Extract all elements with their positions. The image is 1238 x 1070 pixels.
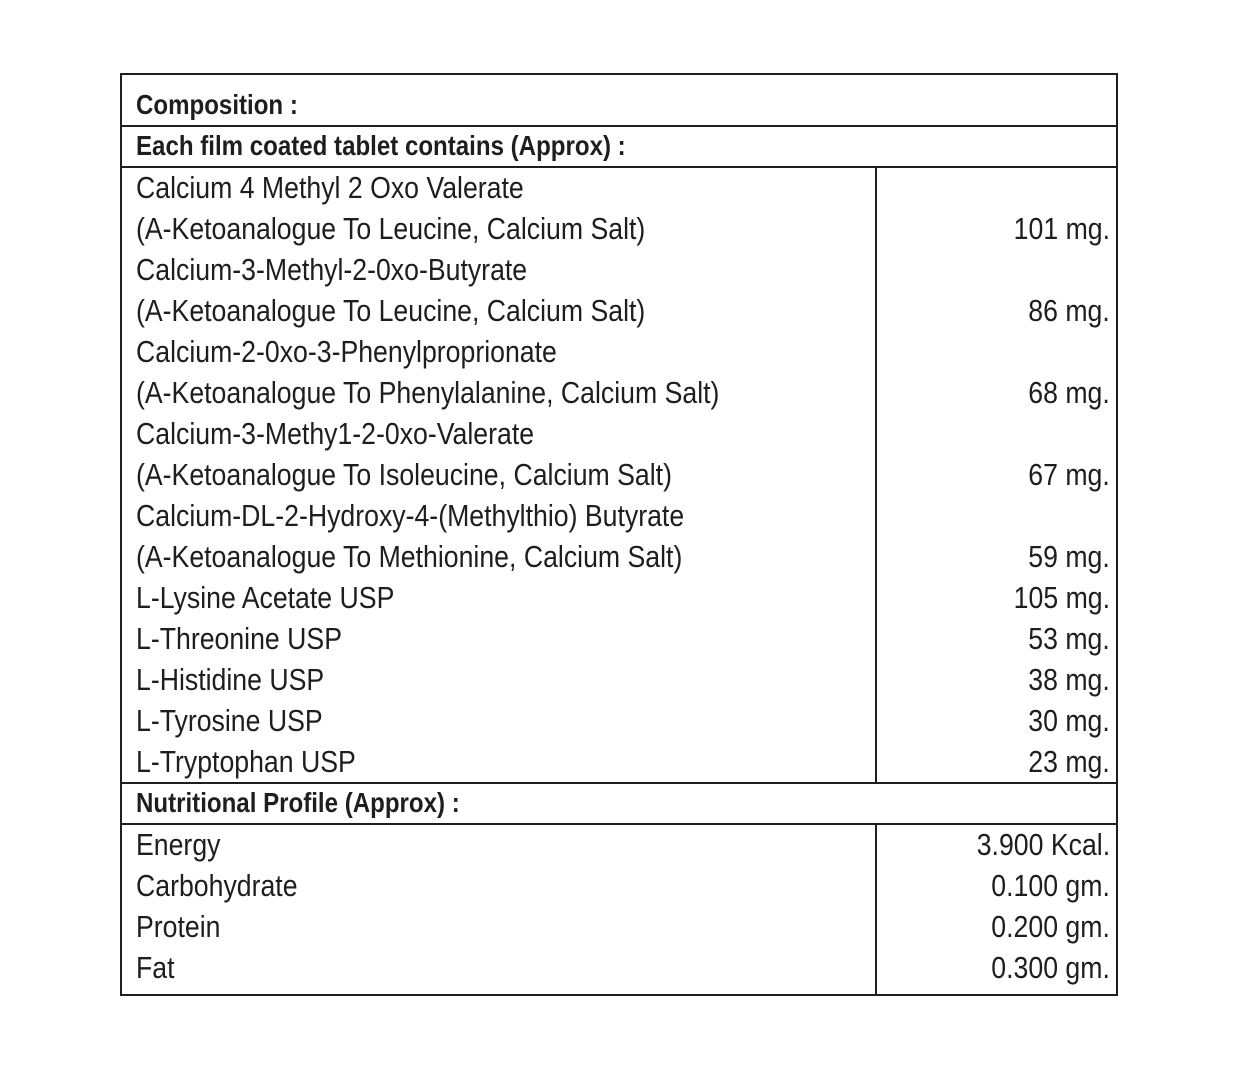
ingredient-name: (A-Ketoanalogue To Isoleucine, Calcium Salt) (136, 457, 672, 492)
ingredient-name: Calcium-DL-2-Hydroxy-4-(Methylthio) Butyrate (136, 498, 685, 533)
ingredient-amount: 23 mg. (1028, 744, 1110, 779)
ingredient-name: Calcium 4 Methyl 2 Oxo Valerate (136, 170, 524, 205)
ingredient-row (122, 741, 1116, 782)
ingredient-row (122, 659, 1116, 700)
composition-heading: Composition : (136, 89, 298, 120)
ingredient-amount: 105 mg. (1013, 580, 1110, 615)
ingredient-name: (A-Ketoanalogue To Phenylalanine, Calcium Salt) (136, 375, 720, 410)
nutrient-name: Energy (136, 827, 221, 862)
ingredient-row (122, 167, 1116, 208)
ingredient-name: Calcium-3-Methyl-2-0xo-Butyrate (136, 252, 528, 287)
nutrient-name: Protein (136, 909, 221, 944)
nutrient-amount: 0.100 gm. (991, 868, 1110, 903)
ingredient-row (122, 618, 1116, 659)
ingredient-name: Calcium-2-0xo-3-Phenylproprionate (136, 334, 557, 369)
ingredient-name: L-Tryptophan USP (136, 744, 356, 779)
ingredient-amount: 101 mg. (1013, 211, 1110, 246)
ingredient-row (122, 372, 1116, 413)
nutrition-row (122, 865, 1116, 906)
ingredient-amount: 38 mg. (1028, 662, 1110, 697)
ingredient-name: L-Lysine Acetate USP (136, 580, 395, 615)
ingredient-name: L-Histidine USP (136, 662, 325, 697)
ingredient-amount: 68 mg. (1028, 375, 1110, 410)
ingredient-row (122, 413, 1116, 454)
ingredient-row (122, 577, 1116, 618)
nutrition-list (122, 824, 1116, 988)
nutrient-name: Carbohydrate (136, 868, 298, 903)
ingredient-row (122, 208, 1116, 249)
ingredient-amount: 59 mg. (1028, 539, 1110, 574)
ingredient-row (122, 249, 1116, 290)
nutrient-amount: 0.300 gm. (991, 950, 1110, 985)
nutrition-heading-row (122, 783, 1116, 823)
ingredient-row (122, 454, 1116, 495)
ingredient-amount: 30 mg. (1028, 703, 1110, 738)
nutrient-amount: 3.900 Kcal. (976, 827, 1110, 862)
nutrient-name: Fat (136, 950, 175, 985)
tablet-contents-heading: Each film coated tablet contains (Approx) : (136, 130, 626, 161)
tablet-contents-heading-row (122, 126, 1116, 166)
ingredient-row (122, 331, 1116, 372)
ingredient-list (122, 167, 1116, 782)
ingredient-name: L-Tyrosine USP (136, 703, 323, 738)
ingredient-name: (A-Ketoanalogue To Methionine, Calcium Salt) (136, 539, 683, 574)
ingredient-amount: 67 mg. (1028, 457, 1110, 492)
nutrition-row (122, 906, 1116, 947)
nutrition-row (122, 824, 1116, 865)
ingredient-amount: 86 mg. (1028, 293, 1110, 328)
ingredient-row (122, 700, 1116, 741)
ingredient-name: Calcium-3-Methy1-2-0xo-Valerate (136, 416, 535, 451)
composition-panel (120, 73, 1118, 996)
nutrition-heading: Nutritional Profile (Approx) : (136, 787, 460, 818)
ingredient-row (122, 495, 1116, 536)
composition-heading-row (122, 85, 1116, 125)
ingredient-row (122, 536, 1116, 577)
nutrition-row (122, 947, 1116, 988)
ingredient-name: L-Threonine USP (136, 621, 342, 656)
ingredient-row (122, 290, 1116, 331)
ingredient-name: (A-Ketoanalogue To Leucine, Calcium Salt) (136, 211, 646, 246)
ingredient-name: (A-Ketoanalogue To Leucine, Calcium Salt) (136, 293, 646, 328)
nutrient-amount: 0.200 gm. (991, 909, 1110, 944)
ingredient-amount: 53 mg. (1028, 621, 1110, 656)
